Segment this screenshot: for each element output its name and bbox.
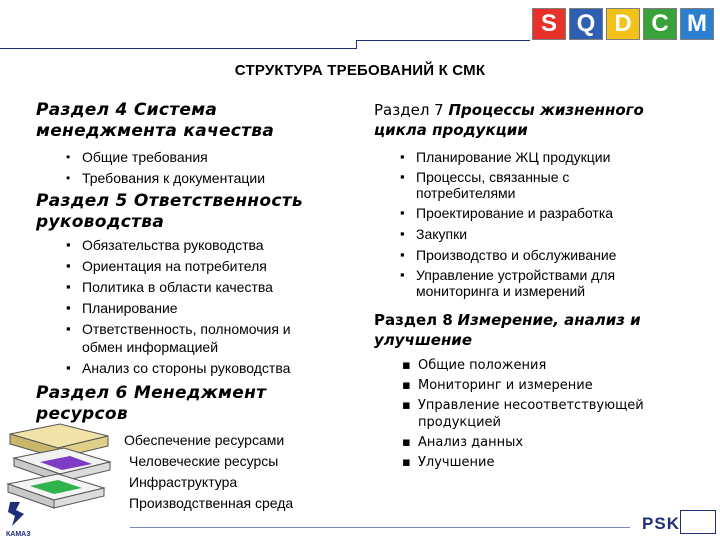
psk-logo: PSK — [642, 514, 680, 533]
list-item: ▪ Улучшение — [402, 454, 672, 471]
section8-heading — [374, 310, 664, 350]
sqdcm-logo — [532, 8, 714, 40]
section7-title: Процессы жизненного цикла продукции — [374, 101, 644, 139]
logo-letter-s: S — [532, 8, 566, 40]
logo-letter-c: C — [643, 8, 677, 40]
kamaz-logo-text: КАМАЗ — [6, 531, 31, 538]
section6-heading: Раздел 6 Менеджмент ресурсов — [36, 383, 267, 424]
list-item: Обеспечение ресурсами — [124, 432, 285, 448]
list-item: ▪ Управление несоответствующей продукцией — [402, 397, 648, 431]
logo-letter-m: M — [680, 8, 714, 40]
list-item: ▪ Анализ со стороны руководства — [66, 359, 346, 377]
header-line-left — [0, 48, 356, 49]
section7-heading — [374, 100, 674, 140]
list-item: ▪ Мониторинг и измерение — [402, 377, 672, 394]
section5-heading: Раздел 5 Ответственность руководства — [36, 191, 303, 232]
list-item: Производственная среда — [129, 495, 294, 511]
list-item: ▪ Проектирование и разработка — [400, 204, 700, 222]
page-title: СТРУКТУРА ТРЕБОВАНИЙ К СМК — [234, 62, 486, 79]
list-item: ▪ Анализ данных — [402, 434, 672, 451]
list-item: Человеческие ресурсы — [129, 453, 279, 469]
section8-title: Измерение, анализ и улучшение — [374, 311, 641, 349]
section6-list — [124, 430, 344, 514]
list-item: ▪ Общие положения — [402, 357, 672, 374]
kamaz-logo-icon — [6, 500, 28, 528]
logo-letter-q: Q — [569, 8, 603, 40]
psk-logo-box — [680, 510, 716, 534]
header-line-right — [356, 40, 530, 41]
section4-list — [66, 148, 346, 190]
list-item: ▪ Планирование — [66, 299, 346, 317]
list-item: ▪ Производство и обслуживание — [400, 246, 700, 264]
section5-list — [66, 236, 346, 380]
list-item: ▪ Ответственность, полномочия и обмен информацией — [66, 320, 330, 356]
section7-prefix: Раздел 7 — [374, 101, 444, 119]
list-item: ▪ Ориентация на потребителя — [66, 257, 346, 275]
list-item: ▪ Закупки — [400, 225, 700, 243]
section8-prefix: Раздел 8 — [374, 311, 453, 329]
logo-letter-d: D — [606, 8, 640, 40]
list-item: ▪ Политика в области качества — [66, 278, 346, 296]
list-item: ▪ Планирование ЖЦ продукции — [400, 148, 700, 166]
footer-line — [130, 527, 630, 528]
list-item: ▪ Управление устройствами для мониторинга и измерений — [400, 267, 676, 299]
list-item: ▪ Процессы, связанные с потребителями — [400, 169, 626, 201]
list-item: • Общие требования — [66, 148, 346, 166]
section7-list — [400, 148, 700, 302]
list-item: ▪ Обязательства руководства — [66, 236, 346, 254]
header-line-step — [356, 40, 357, 49]
section4-heading: Раздел 4 Система менеджмента качества — [36, 100, 275, 141]
list-item: Инфраструктура — [129, 474, 238, 490]
section8-list — [402, 357, 672, 474]
list-item: • Требования к документации — [66, 169, 346, 187]
